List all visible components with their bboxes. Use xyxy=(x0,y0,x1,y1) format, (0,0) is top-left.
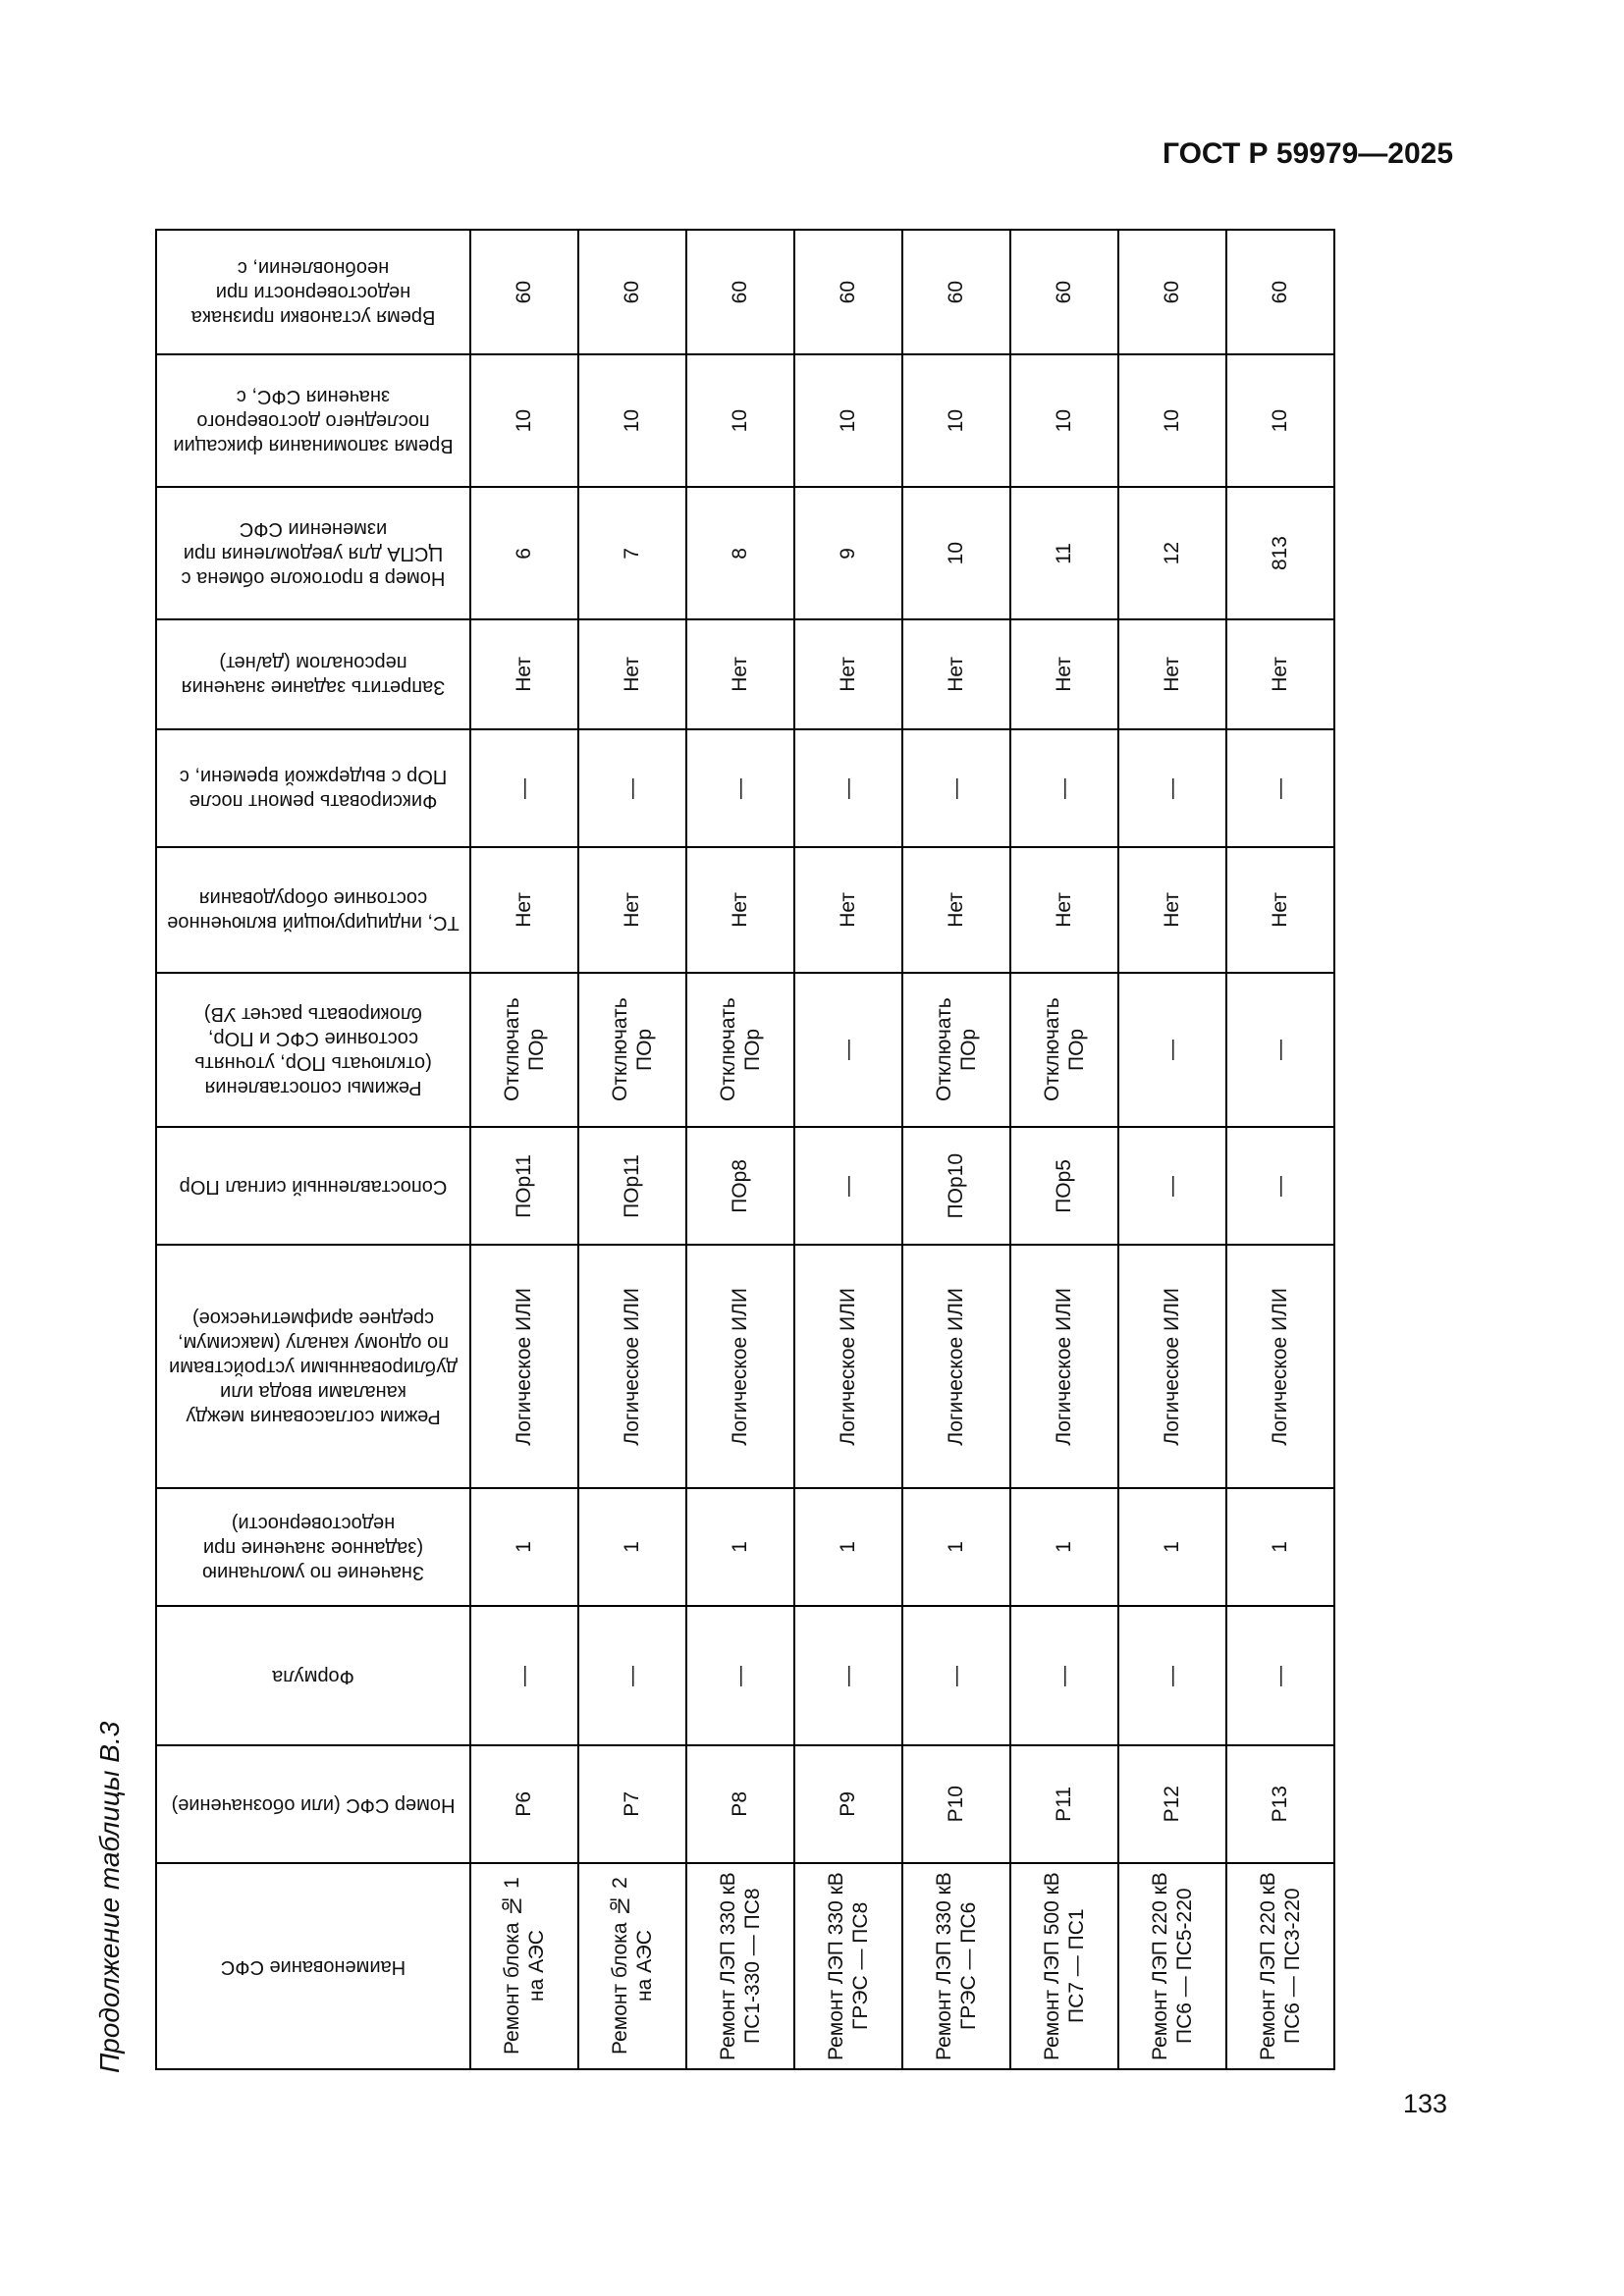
value-text: — xyxy=(945,777,968,799)
value-cell xyxy=(795,730,903,848)
value-text: Логическое ИЛИ xyxy=(729,1287,752,1446)
value-text: Р8 xyxy=(729,1791,752,1817)
value-cell xyxy=(687,1746,795,1864)
value-text: 813 xyxy=(1269,535,1292,571)
value-text: Нет xyxy=(1053,657,1076,692)
value-cell xyxy=(579,1607,687,1746)
value-cell xyxy=(1119,620,1227,730)
value-text: — xyxy=(945,1665,968,1686)
value-text: 1 xyxy=(513,1541,536,1553)
value-text: — xyxy=(1161,1040,1184,1060)
value-cell xyxy=(903,1864,1011,2070)
column-title-text: Запретить задание значения персоналом (да/нет) xyxy=(181,652,446,698)
value-cell xyxy=(1011,355,1119,488)
value-text: ПОр10 xyxy=(945,1152,968,1219)
column-title-cell xyxy=(157,1746,471,1864)
value-cell xyxy=(1119,1489,1227,1607)
value-text: — xyxy=(837,1175,860,1197)
value-text: Логическое ИЛИ xyxy=(513,1287,536,1446)
value-text: 10 xyxy=(1161,408,1184,433)
value-text: 10 xyxy=(513,408,536,433)
value-cell xyxy=(903,355,1011,488)
value-cell xyxy=(1227,1489,1335,1607)
value-text: Нет xyxy=(621,892,644,928)
value-cell xyxy=(471,1489,579,1607)
value-cell xyxy=(579,1746,687,1864)
value-text: 1 xyxy=(1269,1541,1292,1553)
value-text: Р6 xyxy=(513,1791,536,1817)
value-text: Нет xyxy=(1161,892,1184,928)
value-cell xyxy=(903,231,1011,355)
value-text: Отключать ПОр xyxy=(1040,997,1088,1102)
value-text: Р13 xyxy=(1269,1786,1292,1823)
value-cell xyxy=(903,1607,1011,1746)
value-cell xyxy=(1011,730,1119,848)
value-text: 1 xyxy=(945,1541,968,1553)
value-cell xyxy=(1119,488,1227,620)
column-title-cell xyxy=(157,1246,471,1489)
value-text: — xyxy=(837,777,860,799)
value-text: — xyxy=(1269,1175,1292,1197)
value-cell xyxy=(471,848,579,974)
value-text: Логическое ИЛИ xyxy=(837,1287,860,1446)
value-cell xyxy=(1227,1128,1335,1246)
value-text: 60 xyxy=(729,280,752,304)
value-text: Р9 xyxy=(837,1791,860,1817)
value-text: — xyxy=(513,1665,536,1686)
value-cell xyxy=(687,730,795,848)
value-text: Нет xyxy=(513,657,536,692)
column-title-text: Наименование СФС xyxy=(220,1955,406,1978)
column-title-text: Номер СФС (или обозначение) xyxy=(171,1793,456,1816)
value-cell xyxy=(471,620,579,730)
rotated-table xyxy=(155,229,1335,2070)
value-cell xyxy=(1227,620,1335,730)
value-text: — xyxy=(621,777,644,799)
value-cell xyxy=(903,620,1011,730)
value-cell xyxy=(903,1746,1011,1864)
value-text: 10 xyxy=(621,408,644,433)
value-cell xyxy=(579,1128,687,1246)
column-title-text: ТС, индицирующий включенное состояние оборудования xyxy=(167,887,460,934)
value-cell xyxy=(903,974,1011,1128)
value-text: Нет xyxy=(1053,892,1076,928)
value-cell xyxy=(1227,1246,1335,1489)
value-cell xyxy=(579,1489,687,1607)
value-cell xyxy=(1227,488,1335,620)
value-text: Ремонт ЛЭП 220 кВ ПС6 — ПС5-220 xyxy=(1148,1872,1196,2060)
value-cell xyxy=(795,1128,903,1246)
value-cell xyxy=(579,974,687,1128)
value-cell xyxy=(471,231,579,355)
value-text: — xyxy=(1269,1665,1292,1686)
value-cell xyxy=(1011,1246,1119,1489)
value-cell xyxy=(795,1864,903,2070)
column-title-text: Режим согласования между каналами ввода или дублированными устройствами по одному каналу (максимум, среднее арифметическое) xyxy=(169,1307,458,1427)
value-cell xyxy=(1011,1864,1119,2070)
value-text: Нет xyxy=(837,892,860,928)
value-cell xyxy=(579,488,687,620)
column-title-text: Сопоставленный сигнал ПОр xyxy=(179,1175,448,1198)
value-text: Ремонт ЛЭП 330 кВ ГРЭС — ПС6 xyxy=(932,1872,980,2060)
value-cell xyxy=(1119,1128,1227,1246)
value-cell xyxy=(687,620,795,730)
value-text: Р10 xyxy=(945,1786,968,1823)
value-text: Нет xyxy=(1269,892,1292,928)
value-text: Нет xyxy=(945,657,968,692)
value-text: ПОр11 xyxy=(513,1153,536,1218)
value-cell xyxy=(1011,620,1119,730)
value-text: Логическое ИЛИ xyxy=(621,1287,644,1446)
value-text: ПОр5 xyxy=(1053,1158,1076,1213)
value-text: — xyxy=(1269,1040,1292,1060)
value-cell xyxy=(795,231,903,355)
value-cell xyxy=(1011,1489,1119,1607)
value-cell xyxy=(579,1864,687,2070)
value-text: Логическое ИЛИ xyxy=(1269,1287,1292,1446)
value-text: 1 xyxy=(1161,1541,1184,1553)
value-cell xyxy=(471,1607,579,1746)
value-text: 10 xyxy=(729,408,752,433)
value-cell xyxy=(903,488,1011,620)
column-title-text: Фиксировать ремонт после ПОр с выдержкой времени, с xyxy=(179,766,448,812)
value-cell xyxy=(687,848,795,974)
value-cell xyxy=(471,730,579,848)
value-cell xyxy=(795,1746,903,1864)
value-text: Отключать ПОр xyxy=(608,997,656,1102)
value-cell xyxy=(1011,1746,1119,1864)
value-text: 9 xyxy=(837,547,860,560)
value-cell xyxy=(471,355,579,488)
column-title-cell xyxy=(157,1864,471,2070)
value-text: 10 xyxy=(945,541,968,565)
value-text: — xyxy=(1161,1665,1184,1686)
value-text: 60 xyxy=(621,280,644,304)
value-text: 60 xyxy=(1161,280,1184,304)
value-text: Ремонт ЛЭП 500 кВ ПС7 — ПС1 xyxy=(1040,1872,1088,2060)
column-title-text: Значение по умолчанию (заданное значение при недостоверности) xyxy=(202,1512,424,1583)
value-text: 11 xyxy=(1053,542,1076,564)
value-text: 7 xyxy=(621,547,644,560)
value-cell xyxy=(1227,355,1335,488)
value-text: Логическое ИЛИ xyxy=(1053,1287,1076,1446)
value-cell xyxy=(1227,974,1335,1128)
value-cell xyxy=(579,730,687,848)
value-text: 10 xyxy=(837,408,860,433)
value-cell xyxy=(579,620,687,730)
column-title-cell xyxy=(157,730,471,848)
value-cell xyxy=(795,355,903,488)
value-text: Нет xyxy=(729,892,752,928)
value-cell xyxy=(795,1489,903,1607)
value-cell xyxy=(1119,974,1227,1128)
value-cell xyxy=(471,1246,579,1489)
value-text: Логическое ИЛИ xyxy=(945,1287,968,1446)
value-text: ПОр8 xyxy=(729,1158,752,1213)
column-title-cell xyxy=(157,1489,471,1607)
value-text: Ремонт ЛЭП 220 кВ ПС6 — ПС3-220 xyxy=(1256,1872,1304,2060)
value-cell xyxy=(795,1246,903,1489)
value-cell xyxy=(1011,1128,1119,1246)
value-cell xyxy=(1119,1607,1227,1746)
value-text: — xyxy=(1161,1175,1184,1197)
value-cell xyxy=(1119,1864,1227,2070)
value-cell xyxy=(687,355,795,488)
value-cell xyxy=(1119,1746,1227,1864)
value-cell xyxy=(687,1607,795,1746)
value-text: 10 xyxy=(945,408,968,433)
value-cell xyxy=(471,1128,579,1246)
value-cell xyxy=(1119,355,1227,488)
value-text: 60 xyxy=(513,280,536,304)
value-text: Ремонт блока № 2 на АЭС xyxy=(608,1877,656,2056)
value-text: Нет xyxy=(729,657,752,692)
value-cell xyxy=(687,1128,795,1246)
value-text: ПОр11 xyxy=(621,1153,644,1218)
value-cell xyxy=(1119,848,1227,974)
column-title-text: Время запоминания фиксации последнего достоверного значения СФС, с xyxy=(173,386,454,456)
value-text: Нет xyxy=(1161,657,1184,692)
column-title-text: Время установки признака недостоверности при необновлении, с xyxy=(190,257,436,328)
column-title-cell xyxy=(157,231,471,355)
value-cell xyxy=(1011,848,1119,974)
value-cell xyxy=(1119,1246,1227,1489)
value-text: — xyxy=(837,1040,860,1060)
column-title-cell xyxy=(157,355,471,488)
value-cell xyxy=(579,848,687,974)
value-text: 10 xyxy=(1053,408,1076,433)
value-cell xyxy=(903,1246,1011,1489)
value-text: 10 xyxy=(1269,408,1292,433)
value-text: — xyxy=(621,1665,644,1686)
value-cell xyxy=(795,488,903,620)
value-text: Нет xyxy=(1269,657,1292,692)
value-text: Нет xyxy=(837,657,860,692)
value-cell xyxy=(579,355,687,488)
value-cell xyxy=(903,1489,1011,1607)
value-cell xyxy=(687,1246,795,1489)
value-text: Логическое ИЛИ xyxy=(1161,1287,1184,1446)
value-text: 60 xyxy=(837,280,860,304)
value-cell xyxy=(471,974,579,1128)
value-text: 60 xyxy=(1053,280,1076,304)
value-cell xyxy=(687,974,795,1128)
column-title-cell xyxy=(157,620,471,730)
column-title-cell xyxy=(157,974,471,1128)
value-cell xyxy=(687,1864,795,2070)
value-cell xyxy=(1011,488,1119,620)
value-text: — xyxy=(729,777,752,799)
value-cell xyxy=(687,488,795,620)
value-text: Р11 xyxy=(1053,1787,1076,1822)
value-text: Ремонт блока № 1 на АЭС xyxy=(500,1877,548,2056)
value-text: Отключать ПОр xyxy=(716,997,764,1102)
value-text: 1 xyxy=(1053,1541,1076,1553)
value-text: — xyxy=(1161,777,1184,799)
value-cell xyxy=(1227,1864,1335,2070)
value-cell xyxy=(903,1128,1011,1246)
value-text: Р12 xyxy=(1161,1786,1184,1823)
value-text: 1 xyxy=(837,1541,860,1553)
value-text: 12 xyxy=(1161,541,1184,565)
value-cell xyxy=(1011,231,1119,355)
value-cell xyxy=(1227,730,1335,848)
value-text: Р7 xyxy=(621,1791,644,1817)
value-cell xyxy=(795,1607,903,1746)
value-text: 6 xyxy=(513,547,536,560)
value-cell xyxy=(795,848,903,974)
value-cell xyxy=(1119,730,1227,848)
table-caption: Продолжение таблицы В.3 xyxy=(94,1721,125,2073)
value-text: — xyxy=(837,1665,860,1686)
column-title-cell xyxy=(157,1128,471,1246)
value-text: — xyxy=(1269,777,1292,799)
column-title-text: Формула xyxy=(272,1665,354,1687)
value-cell xyxy=(795,974,903,1128)
value-text: Нет xyxy=(513,892,536,928)
value-cell xyxy=(1227,1746,1335,1864)
value-cell xyxy=(579,1246,687,1489)
value-text: Нет xyxy=(945,892,968,928)
value-cell xyxy=(903,848,1011,974)
value-cell xyxy=(795,620,903,730)
value-text: — xyxy=(1053,1665,1076,1686)
value-text: 8 xyxy=(729,547,752,560)
page-number: 133 xyxy=(1402,2089,1447,2118)
column-title-text: Номер в протоколе обмена с ЦСПА для уведомления при изменении СФС xyxy=(181,518,446,589)
value-text: Ремонт ЛЭП 330 кВ ГРЭС — ПС8 xyxy=(824,1872,872,2060)
value-text: Ремонт ЛЭП 330 кВ ПС1-330 — ПС8 xyxy=(716,1872,764,2060)
value-cell xyxy=(687,231,795,355)
value-cell xyxy=(471,488,579,620)
value-cell xyxy=(471,1746,579,1864)
doc-header: ГОСТ Р 59979—2025 xyxy=(1162,137,1453,170)
value-text: Отключать ПОр xyxy=(932,997,980,1102)
value-cell xyxy=(579,231,687,355)
column-title-text: Режимы сопоставления (отключать ПОр, уточнять состояние СФС и ПОр, блокировать расчет УВ) xyxy=(194,1002,432,1098)
value-text: — xyxy=(729,1665,752,1686)
column-title-cell xyxy=(157,488,471,620)
value-cell xyxy=(1227,848,1335,974)
value-cell xyxy=(687,1489,795,1607)
value-cell xyxy=(903,730,1011,848)
value-cell xyxy=(1011,974,1119,1128)
value-cell xyxy=(1227,231,1335,355)
value-text: — xyxy=(513,777,536,799)
value-text: 60 xyxy=(945,280,968,304)
value-text: 60 xyxy=(1269,280,1292,304)
value-text: 1 xyxy=(621,1541,644,1553)
value-text: Отключать ПОр xyxy=(500,997,548,1102)
value-text: — xyxy=(1053,777,1076,799)
column-title-cell xyxy=(157,1607,471,1746)
value-cell xyxy=(1119,231,1227,355)
value-cell xyxy=(1227,1607,1335,1746)
value-text: Нет xyxy=(621,657,644,692)
value-cell xyxy=(1011,1607,1119,1746)
value-text: 1 xyxy=(729,1541,752,1553)
column-title-cell xyxy=(157,848,471,974)
value-cell xyxy=(471,1864,579,2070)
